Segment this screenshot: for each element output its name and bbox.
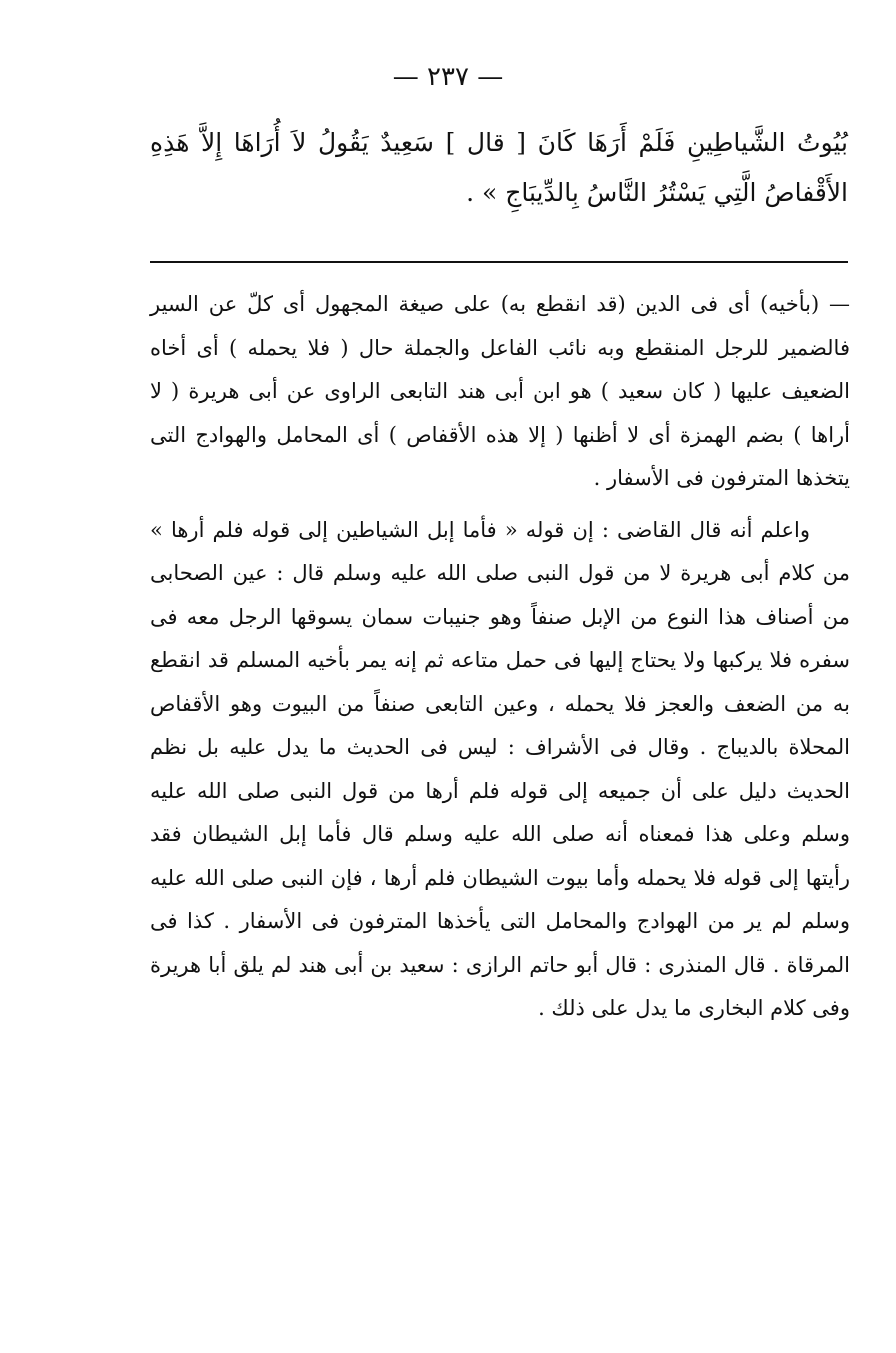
commentary-section <box>150 283 850 1039</box>
commentary-paragraph: واعلم أنه قال القاضى : إن قوله « فأما إبل الشياطين إلى قوله فلم أرها » من كلام أبى هريرة لا من قول النبى صلى الله عليه وسلم قال : عين الصحابى من أصناف هذا النوع من الإبل صنفاً وهو جنيبات سمان يسوقها الرجل معه فى سفره فلا يركبها ولا يحتاج إليها فى حمل متاعه ثم إنه يمر بأخيه المسلم قد انقطع به من الضعف والعجز فلا يحمله ، وعين التابعى صنفاً من البيوت وهو الأقفاص المحلاة بالديباج . وقال فى الأشراف : ليس فى الحديث ما يدل عليه بل نظم الحديث دليل على أن جميعه إلى قوله فلم أرها من قول النبى صلى الله عليه وسلم وعلى هذا فمعناه أنه صلى الله عليه وسلم قال فأما إبل الشيطان فقد رأيتها إلى قوله فلا يحمله وأما بيوت الشيطان فلم أرها ، فإن النبى صلى الله عليه وسلم لم ير من الهوادج والمحامل التى يأخذها المترفون فى الأسفار . كذا فى المرقاة . قال المنذرى : قال أبو حاتم الرازى : سعيد بن أبى هند لم يلق أبا هريرة وفى كلام البخارى ما يدل على ذلك . <box>150 517 851 1020</box>
commentary-paragraph: — (بأخيه) أى فى الدين (قد انقطع به) على صيغة المجهول أى كلّ عن السير فالضمير للرجل المنقطع وبه نائب الفاعل والجملة حال ( فلا يحمله ) أى أخاه الضعيف عليها ( كان سعيد ) هو ابن أبى هند التابعى الراوى عن أبى هريرة ( لا أراها ) بضم الهمزة أى لا أظنها ( إلا هذه الأقفاص ) أى المحامل والهوادج التى يتخذها المترفون فى الأسفار . <box>150 292 850 490</box>
hadith-text: بُيُوتُ الشَّياطِينِ فَلَمْ أَرَهَا كَانَ [ قال ] سَعِيدٌ يَقُولُ لاَ أُرَاهَا إِلاَّ هَذِهِ الأَقْفاصُ الَّتِي يَسْتُرُ النَّاسُ بِالدِّيبَاجِ » . <box>150 128 848 207</box>
page-number: — ٢٣٧ — <box>392 62 504 92</box>
footnote-separator <box>150 261 848 263</box>
